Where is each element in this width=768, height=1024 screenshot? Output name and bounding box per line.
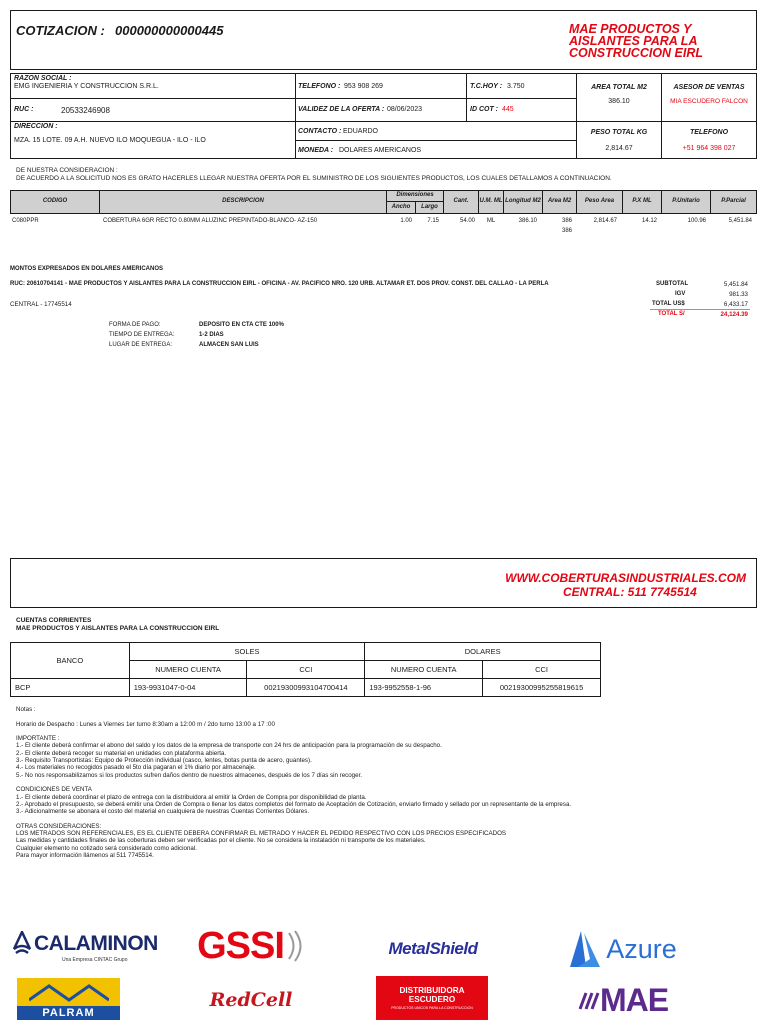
bank-th-dolares: DOLARES <box>365 643 601 661</box>
note-line: 2.- Aprobado el presupuesto, se deberá emitir una Orden de Compra o llenar los datos completos del formato de Aceptación de Cotización, enviarlo firmado y sellado por un representante de la empresa. <box>16 800 572 808</box>
redcell-logo: RedCell <box>209 989 293 1011</box>
validez-value: 08/06/2023 <box>387 106 423 113</box>
bank-table <box>10 642 601 697</box>
igv-label: IGV <box>675 291 686 297</box>
note-line <box>16 713 571 720</box>
asesor-label: ASESOR DE VENTAS <box>673 84 745 91</box>
contacto-label: CONTACTO : <box>298 128 342 135</box>
th-um: U.M. ML <box>478 190 504 214</box>
th-dimensiones: Dimensiones <box>386 190 444 202</box>
peso-value: 2,814.67 <box>605 145 633 152</box>
validez-label: VALIDEZ DE LA OFERTA : <box>298 106 385 113</box>
note-line: 1.- El cliente deberá coordinar el plazo de entrega con la distribuidora al emitir la Orden de Compra por disponibilidad de planta. <box>16 793 367 801</box>
razon-social-value: EMG INGENIERIA Y CONSTRUCCION S.R.L. <box>14 83 159 90</box>
note-line: OTRAS CONSIDERACIONES: <box>16 822 102 830</box>
banner-central: CENTRAL: 511 7745514 <box>563 585 697 599</box>
bank-th-banco: BANCO <box>11 643 130 679</box>
igv-value: 981.33 <box>729 291 748 298</box>
banner-web[interactable]: WWW.COBERTURASINDUSTRIALES.COM <box>505 571 746 585</box>
lugar-value: ALMACEN SAN LUIS <box>199 342 259 348</box>
azure-triangle-icon <box>568 929 602 969</box>
row-pxml: 14.12 <box>641 218 657 224</box>
th-punit: P.Unitario <box>661 190 711 214</box>
note-line: 3.- Adicionalmente se abonara el costo del material en cualquiera de nuestras Cuentas Corrientes Dólares. <box>16 808 310 816</box>
row-punit: 100.96 <box>687 218 706 224</box>
total-usd-value: 6,433.17 <box>723 301 748 308</box>
header-box <box>10 10 757 70</box>
total-s-label: TOTAL S/ <box>658 311 685 317</box>
company-line: RUC: 20610704141 - MAE PRODUCTOS Y AISLANTES PARA LA CONSTRUCCION EIRL - OFICINA - AV. PACIFICO NRO. 120 URB. ALTAMAR ET. DOS PROV. CONST. DEL CALLAO - LA PERLA <box>10 281 549 287</box>
th-peso: Peso Area <box>576 190 623 214</box>
note-line <box>16 815 571 822</box>
bank-row-banco: BCP <box>11 679 130 697</box>
th-ancho: Ancho <box>386 201 416 214</box>
azure-logo: Azure <box>565 924 680 974</box>
note-line: Notas : <box>16 706 36 713</box>
bank-row-dolares-cci: 00219300995255819615 <box>483 679 601 697</box>
ruc-label: RUC : <box>14 106 34 113</box>
th-longitud: Longitud M2 <box>503 190 543 214</box>
th-area: Area M2 <box>542 190 577 214</box>
contact-banner <box>10 558 757 608</box>
mae-stripes-icon <box>578 989 600 1011</box>
note-line: 1.- El cliente deberá confirmar el abono del saldo y los datos de la empresa de transporte con 24 hrs de anticipación para la programación de su despacho. <box>16 742 442 750</box>
row-um: ML <box>486 218 496 224</box>
bank-row-dolares-cuenta: 193-9952558-1-96 <box>365 679 483 697</box>
note-line <box>16 779 571 786</box>
bank-th-dolares-cuenta: NUMERO CUENTA <box>365 661 483 679</box>
row-largo: 7.15 <box>427 218 439 224</box>
idcot-value: 445 <box>502 106 514 113</box>
ruc-value: 20533246908 <box>61 106 110 115</box>
note-line: 4.- Los materiales no recogidos pasado el 5to día pagaran el 1% diario por almacenaje. <box>16 764 256 772</box>
note-line: Horario de Despacho : Lunes a Viernes 1er turno 8:30am a 12:00 m / 2do turno 13:00 a 17 :00 <box>16 720 275 728</box>
note-line <box>16 728 571 735</box>
calaminon-logo <box>12 926 158 968</box>
company-name: MAE PRODUCTOS Y AISLANTES PARA LA CONSTRUCCION EIRL <box>569 22 704 60</box>
note-line: LOS METRADOS SON REFERENCIALES, ES EL CLIENTE DEBERA CONFIRMAR EL METRADO Y HACER EL PEDIDO RESPECTIVO CON LOS PRECIOS ESPECIFICADOS <box>16 830 507 838</box>
palram-logo: PALRAM <box>17 978 120 1020</box>
razon-social-label: RAZON SOCIAL : <box>14 75 72 82</box>
bank-th-soles: SOLES <box>129 643 365 661</box>
metalshield-logo: MetalShield <box>388 939 478 958</box>
bank-th-soles-cci: CCI <box>247 661 365 679</box>
total-s-value: 24,124.39 <box>720 311 748 318</box>
montos-note: MONTOS EXPRESADOS EN DOLARES AMERICANOS <box>10 266 164 272</box>
bank-title: CUENTAS CORRIENTES MAE PRODUCTOS Y AISLANTES PARA LA CONSTRUCCION EIRL <box>16 617 220 632</box>
contacto-value: EDUARDO <box>343 128 379 135</box>
row-pparcial: 5,451.84 <box>728 218 752 224</box>
row-ancho: 1.00 <box>400 218 412 224</box>
direccion-label: DIRECCION : <box>14 123 58 130</box>
client-info-box <box>10 73 757 159</box>
bank-row <box>11 679 601 697</box>
central-line: CENTRAL - 17745514 <box>10 301 72 308</box>
row-peso: 2,814.67 <box>593 218 617 224</box>
palram-wave-icon <box>29 982 109 1002</box>
th-descripcion: DESCRIPCION <box>99 190 387 214</box>
note-line: CONDICIONES DE VENTA <box>16 786 92 794</box>
notes-block <box>16 706 571 859</box>
th-cant: Cant. <box>443 190 479 214</box>
tc-value: 3.750 <box>507 83 525 90</box>
calaminon-text: CALAMINON <box>34 932 158 955</box>
row-area: 386 <box>561 218 572 224</box>
total-usd-label: TOTAL US$ <box>652 301 685 307</box>
peso-label: PESO TOTAL KG <box>590 129 648 136</box>
moneda-value: DOLARES AMERICANOS <box>339 147 422 154</box>
note-line: Para mayor información llámenos al 511 7745514. <box>16 851 154 859</box>
row-area2: 386 <box>561 228 572 234</box>
calaminon-mark-icon <box>12 931 32 957</box>
forma-label: FORMA DE PAGO: <box>109 322 161 328</box>
bank-row-soles-cuenta: 193-9931047-0-04 <box>129 679 247 697</box>
row-descripcion: COBERTURA 6GR RECTO 0.80MM ALUZINC PREPINTADO-BLANCO- AZ-150 <box>103 218 318 224</box>
th-pxml: P.X ML <box>622 190 662 214</box>
cotizacion-label: COTIZACION : <box>16 23 105 38</box>
telefono2-value: +51 964 398 027 <box>682 145 736 152</box>
note-line: 5.- No nos responsabilizamos si los productos sufren daños dentro de nuestros almacenes, después de los 7 días sin recoger. <box>16 771 363 779</box>
row-longitud: 386.10 <box>518 218 537 224</box>
note-line: Cualquier elemento no cotizado será considerado como adicional. <box>16 844 197 852</box>
bank-th-dolares-cci: CCI <box>483 661 601 679</box>
asesor-value: MIA ESCUDERO FALCON <box>670 98 748 105</box>
row-cant: 54.00 <box>459 218 475 224</box>
subtotal-value: 5,451.84 <box>723 281 748 288</box>
lugar-label: LUGAR DE ENTREGA: <box>109 342 173 348</box>
telefono-label: TELEFONO : <box>298 83 341 90</box>
note-line: IMPORTANTE : <box>16 735 60 743</box>
cotizacion-number: 000000000000445 <box>115 23 224 38</box>
note-line: 2.- El cliente deberá recoger su material en unidades con plataforma abierta. <box>16 749 227 757</box>
area-label: AREA TOTAL M2 <box>591 84 647 91</box>
tiempo-value: 1-2 DIAS <box>199 332 224 338</box>
telefono-value: 953 908 269 <box>344 83 383 90</box>
bank-th-soles-cuenta: NUMERO CUENTA <box>129 661 247 679</box>
forma-value: DEPOSITO EN CTA CTE 100% <box>199 322 284 328</box>
intro-text: DE NUESTRA CONSIDERACION : DE ACUERDO A LA SOLICITUD NOS ES GRATO HACERLES LLEGAR NUESTRA OFERTA POR EL SUMINISTRO DE LOS SIGUIENTES PRODUCTOS, LOS CUALES DETALLAMOS A CONTINUACION. <box>16 167 612 182</box>
direccion-value: MZA. 15 LOTE. 09 A.H. NUEVO ILO MOQUEGUA - ILO - ILO <box>14 137 206 144</box>
gssi-logo: GSSI <box>195 924 310 968</box>
distribuidora-logo: DISTRIBUIDORA ESCUDERO PRODUCTOS UNICOS PARA LA CONSTRUCCION <box>376 976 488 1020</box>
subtotal-label: SUBTOTAL <box>656 281 689 287</box>
area-value: 386.10 <box>608 98 630 105</box>
row-codigo: C080PPR <box>12 218 39 224</box>
telefono2-label: TELEFONO <box>689 129 729 136</box>
calaminon-sub: Una Empresa CINTAC Grupo <box>62 957 128 963</box>
th-largo: Largo <box>415 201 444 214</box>
th-codigo: CODIGO <box>10 190 100 214</box>
th-pparcial: P.Parcial <box>710 190 757 214</box>
gssi-waves-icon <box>286 929 308 963</box>
note-line: Las medidas y cantidades finales de las coberturas deben ser verificadas por el cliente. No se considera la instalación ni transporte de los materiales. <box>16 837 426 845</box>
note-line: 3.- Requisito Transportistas: Equipo de Protección individual (casco, lentes, botas punta de acero, guantes). <box>16 757 312 765</box>
idcot-label: ID COT : <box>470 106 498 113</box>
bank-row-soles-cci: 00219300993104700414 <box>247 679 365 697</box>
moneda-label: MONEDA : <box>298 147 334 154</box>
tiempo-label: TIEMPO DE ENTREGA: <box>109 332 175 338</box>
tc-label: T.C.HOY : <box>470 83 503 90</box>
mae-logo: MAE <box>568 980 678 1020</box>
